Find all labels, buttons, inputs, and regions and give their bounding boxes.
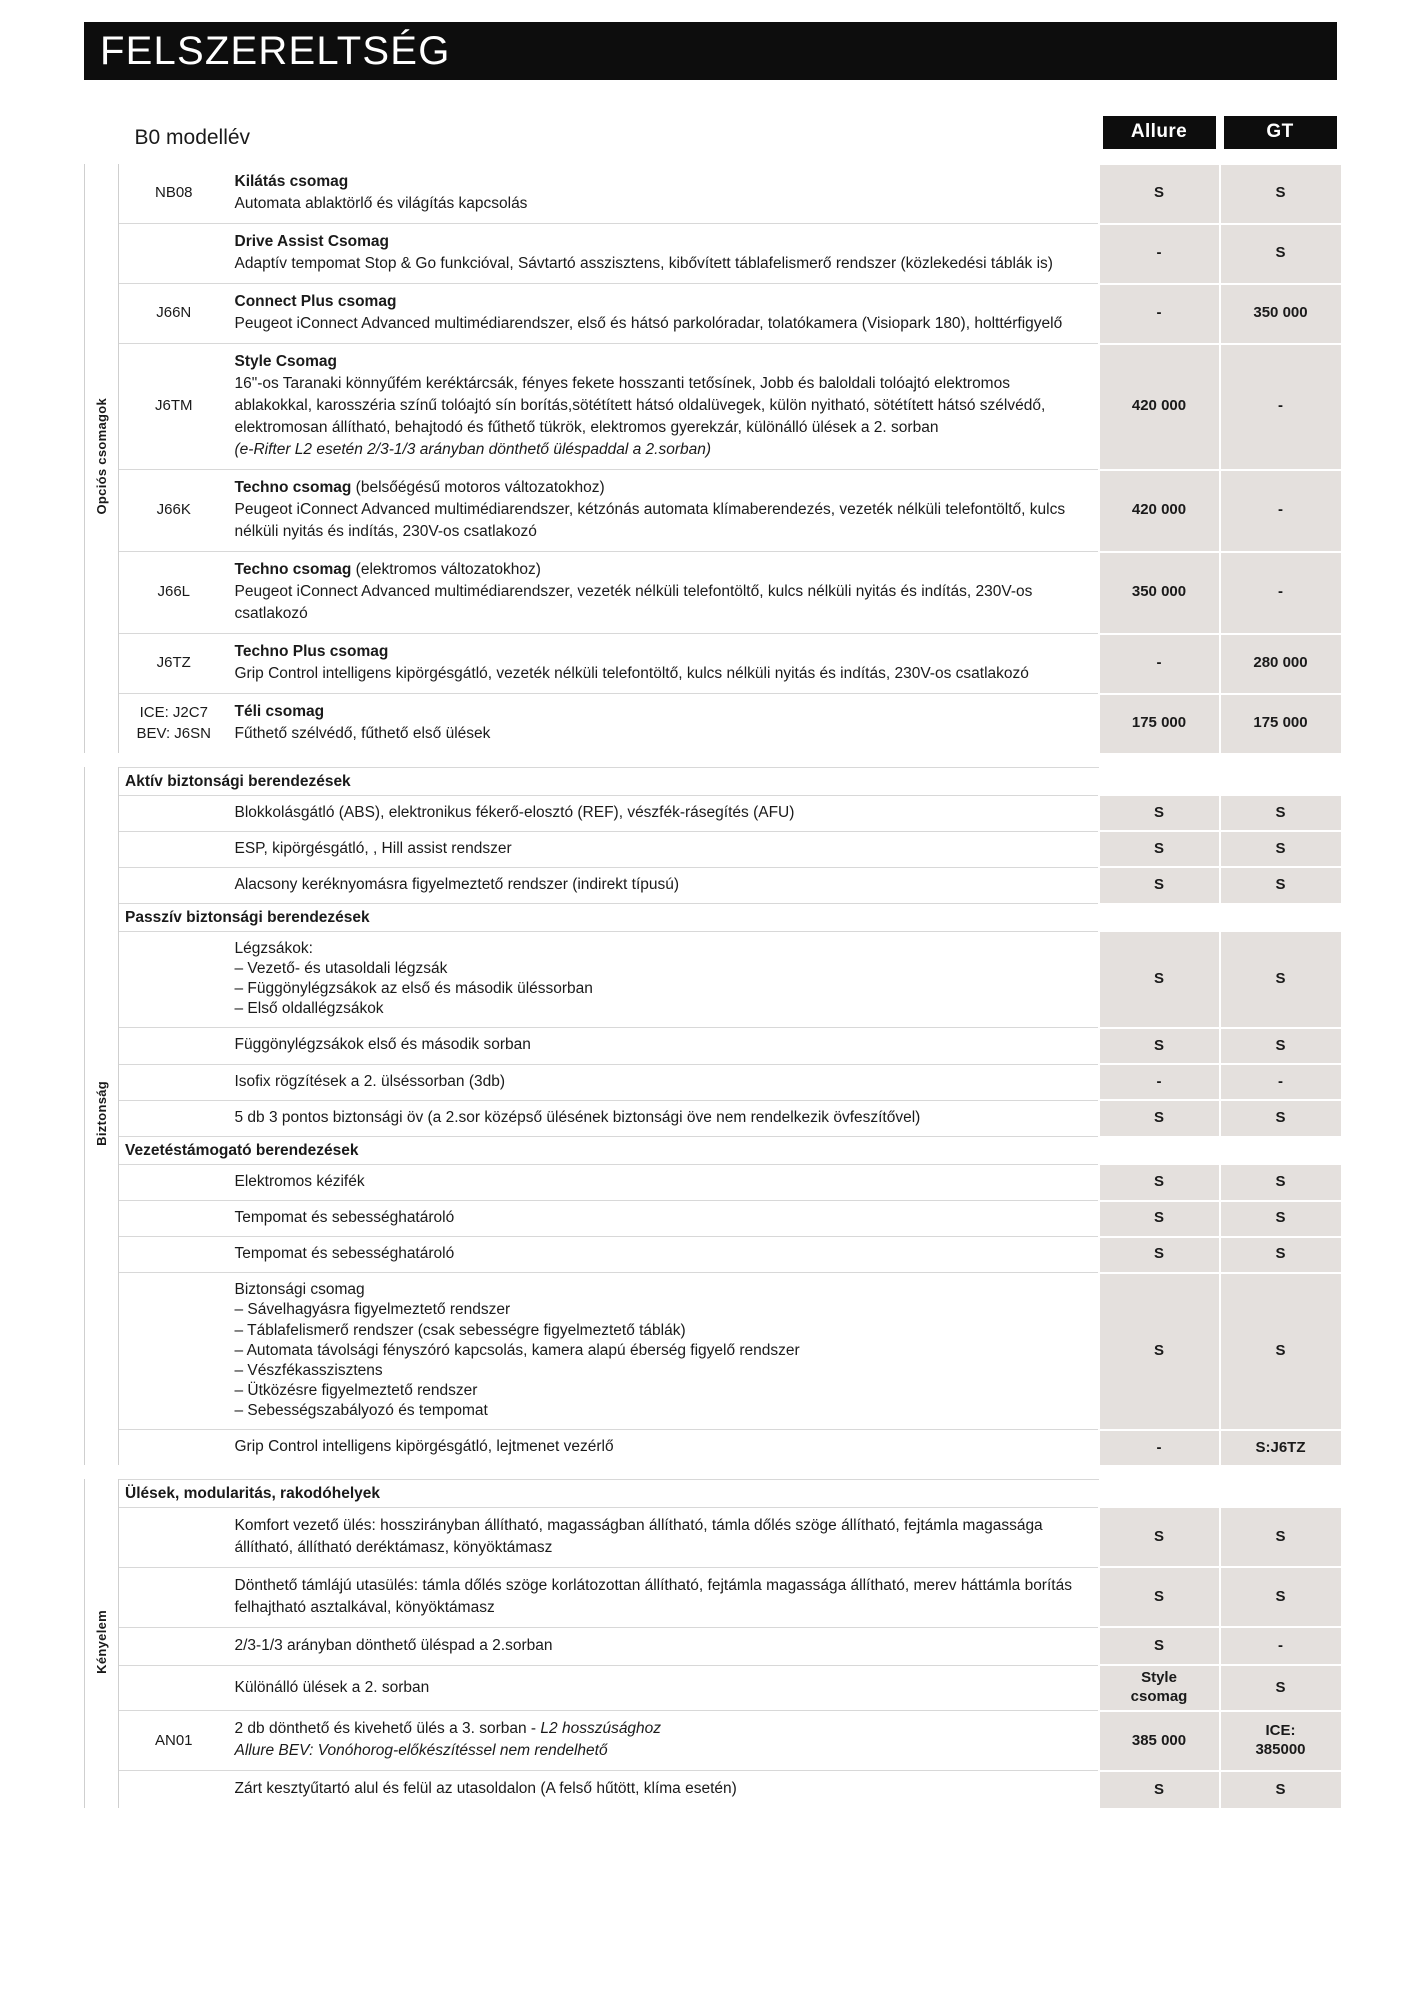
- feature-description: [229, 1237, 1099, 1273]
- option-description: [229, 634, 1099, 694]
- value-allure: S: [1099, 867, 1220, 903]
- value-allure: 420 000: [1099, 344, 1220, 470]
- option-code: J66K: [119, 470, 229, 552]
- option-detail: Peugeot iConnect Advanced multimédiarendszer, első és hátsó parkolóradar, tolatókamera (Visiopark 180), holttérfigyelő: [234, 315, 1063, 332]
- feature-code: [119, 1201, 229, 1237]
- table-row: [85, 1064, 1341, 1100]
- value-allure-line: csomag: [1130, 1688, 1188, 1706]
- table-row: [85, 1627, 1341, 1665]
- table-row: [85, 634, 1341, 694]
- table-row: [85, 1711, 1341, 1771]
- feature-description: [229, 1711, 1099, 1771]
- section-header-driver-assist: Vezetéstámogató berendezések: [119, 1136, 1099, 1164]
- table-row: [85, 1201, 1341, 1237]
- option-code: J6TZ: [119, 634, 229, 694]
- value-gt: 280 000: [1220, 634, 1341, 694]
- group-label-safety: [85, 767, 119, 1465]
- option-code: J66N: [119, 284, 229, 344]
- option-description: [229, 224, 1099, 284]
- option-title: Style Csomag: [234, 353, 338, 370]
- table-row: [85, 1771, 1341, 1809]
- value-gt: S:J6TZ: [1220, 1430, 1341, 1466]
- feature-description: [229, 831, 1099, 867]
- feature-code: AN01: [119, 1711, 229, 1771]
- spacer-cell: [85, 1465, 119, 1479]
- feature-code: [119, 1028, 229, 1064]
- table-row: [85, 470, 1341, 552]
- value-gt: S: [1220, 1100, 1341, 1136]
- option-title: Kilátás csomag: [234, 173, 349, 190]
- option-title-suffix: (elektromos változatokhoz): [351, 561, 541, 578]
- feature-text: Komfort vezető ülés: hosszirányban állítható, magasságban állítható, támla dőlés szöge állítható, fejtámla magassága állítható, állítható deréktámasz, könyöktámasz: [234, 1516, 1043, 1556]
- feature-text: Zárt kesztyűtartó alul és felül az utasoldalon (A felső hűtött, klíma esetén): [234, 1780, 737, 1798]
- feature-text-italic: L2 hosszúsághoz: [540, 1720, 662, 1738]
- feature-text: 2 db dönthető és kivehető ülés a 3. sorban -: [234, 1720, 541, 1738]
- section-heading-row: [85, 1479, 1341, 1507]
- feature-note: Allure BEV: Vonóhorog-előkészítéssel nem rendelhető: [234, 1742, 608, 1760]
- value-allure: S: [1099, 1567, 1220, 1627]
- feature-text: Dönthető támlájú utasülés: támla dőlés szöge korlátozottan állítható, fejtámla magassága állítható, merev háttámla borítás felhajtható asztalkával, könyöktámasz: [234, 1576, 1072, 1616]
- feature-sub-item: – Vészfékasszisztens: [234, 1361, 383, 1379]
- table-row: [85, 164, 1341, 224]
- feature-code: [119, 1771, 229, 1809]
- option-title: Téli csomag: [234, 703, 325, 720]
- table-row: [85, 1665, 1341, 1711]
- feature-sub-item: – Sávelhagyásra figyelmeztető rendszer: [234, 1301, 511, 1319]
- table-row: [85, 1507, 1341, 1567]
- value-gt: S: [1220, 1164, 1341, 1200]
- option-description: [229, 344, 1099, 470]
- option-detail: Fűthető szélvédő, fűthető első ülések: [234, 725, 491, 742]
- model-year-cell: [119, 110, 1099, 164]
- value-gt: S: [1220, 1028, 1341, 1064]
- feature-text: Isofix rögzítések a 2. ülséssorban (3db): [234, 1072, 506, 1090]
- feature-text: Alacsony keréknyomásra figyelmeztető rendszer (indirekt típusú): [234, 875, 680, 893]
- table-row: [85, 344, 1341, 470]
- option-detail: Automata ablaktörlő és világítás kapcsolás: [234, 195, 528, 212]
- equipment-table: [84, 110, 1341, 1808]
- option-title: Techno Plus csomag: [234, 643, 389, 660]
- option-detail: Peugeot iConnect Advanced multimédiarendszer, kétzónás automata klímaberendezés, vezeték nélküli telefontöltő, kulcs nélküli nyitás és indítás, 230V-os csatlakozó: [234, 501, 1066, 540]
- value-gt: S: [1220, 831, 1341, 867]
- value-allure: 350 000: [1099, 552, 1220, 634]
- value-gt: S: [1220, 1507, 1341, 1567]
- value-allure: S: [1099, 1201, 1220, 1237]
- value-allure: -: [1099, 1064, 1220, 1100]
- value-allure: -: [1099, 224, 1220, 284]
- feature-description: [229, 931, 1099, 1028]
- option-code-line: BEV: J6SN: [136, 724, 211, 742]
- feature-description: [229, 1273, 1099, 1430]
- feature-description: [229, 1567, 1099, 1627]
- option-title: Techno csomag: [234, 479, 352, 496]
- spacer-cell: [1099, 753, 1220, 767]
- section-heading-row: [85, 767, 1341, 795]
- feature-code: [119, 931, 229, 1028]
- option-code-line: ICE: J2C7: [139, 704, 208, 722]
- option-detail: 16"-os Taranaki könnyűfém keréktárcsák, fényes fekete hosszanti tetősínek, Jobb és baloldali tolóajtó elektromos ablakokkal, karosszéria színű tolóajtó sín borítás,sötétített hátsó oldalüvegek, külön nyitható, sötétített hátsó szélvédő, elektromosan állítható, behajtodó és fűthető tükrök, elektromos gyerekzár, különálló ülések a 2. sorban: [234, 375, 1046, 436]
- equipment-sheet: [84, 110, 1340, 1808]
- spacer-cell: [119, 753, 229, 767]
- feature-text: ESP, kipörgésgátló, , Hill assist rendszer: [234, 839, 512, 857]
- feature-text: 5 db 3 pontos biztonsági öv (a 2.sor középső ülésének biztonsági öve nem rendelkezik övfeszítővel): [234, 1108, 921, 1126]
- value-allure: S: [1099, 1028, 1220, 1064]
- value-gt: -: [1220, 470, 1341, 552]
- section-header-active-safety: Aktív biztonsági berendezések: [119, 767, 1099, 795]
- feature-code: [119, 1665, 229, 1711]
- option-title-suffix: (belsőégésű motoros változatokhoz): [351, 479, 605, 496]
- value-gt: S: [1220, 164, 1341, 224]
- value-allure: S: [1099, 1100, 1220, 1136]
- table-row: [85, 1273, 1341, 1430]
- section-spacer: [85, 753, 1341, 767]
- value-gt: S: [1220, 1237, 1341, 1273]
- column-header-allure: Allure: [1103, 116, 1216, 149]
- feature-description: [229, 1201, 1099, 1237]
- table-row: [85, 867, 1341, 903]
- value-gt: S: [1220, 867, 1341, 903]
- table-row: [85, 1100, 1341, 1136]
- value-gt: S: [1220, 1771, 1341, 1809]
- feature-text: 2/3-1/3 arányban dönthető üléspad a 2.sorban: [234, 1636, 553, 1654]
- value-gt-blank: [1220, 1136, 1341, 1164]
- option-code: [119, 694, 229, 754]
- feature-description: [229, 1100, 1099, 1136]
- value-gt: S: [1220, 1665, 1341, 1711]
- feature-code: [119, 1627, 229, 1665]
- option-title: Connect Plus csomag: [234, 293, 397, 310]
- option-code: [119, 224, 229, 284]
- feature-text: Elektromos kézifék: [234, 1172, 365, 1190]
- feature-code: [119, 1164, 229, 1200]
- value-allure: S: [1099, 795, 1220, 831]
- value-gt-line: 385000: [1255, 1740, 1306, 1758]
- section-header-passive-safety: Passzív biztonsági berendezések: [119, 903, 1099, 931]
- feature-code: [119, 1567, 229, 1627]
- table-row: [85, 1028, 1341, 1064]
- option-code: NB08: [119, 164, 229, 224]
- group-label-comfort: [85, 1479, 119, 1808]
- option-description: [229, 470, 1099, 552]
- section-heading-row: [85, 903, 1341, 931]
- value-allure-blank: [1099, 1479, 1220, 1507]
- table-row: [85, 1164, 1341, 1200]
- feature-sub-item: – Ütközésre figyelmeztető rendszer: [234, 1382, 478, 1400]
- table-row: [85, 1430, 1341, 1466]
- value-allure: S: [1099, 931, 1220, 1028]
- value-allure-line: Style: [1141, 1669, 1177, 1687]
- spacer-cell: [1099, 1465, 1220, 1479]
- feature-code: [119, 1100, 229, 1136]
- feature-text: Légzsákok:: [234, 939, 313, 957]
- feature-sub-item: – Automata távolsági fényszóró kapcsolás, kamera alapú éberség figyelő rendszer: [234, 1341, 800, 1359]
- page-title-banner: [84, 22, 1337, 80]
- value-gt: S: [1220, 224, 1341, 284]
- value-allure: S: [1099, 1627, 1220, 1665]
- gt-header-cell: [1220, 110, 1341, 164]
- group-label-comfort-text: Kényelem: [94, 1609, 109, 1674]
- value-gt: S: [1220, 931, 1341, 1028]
- feature-description: [229, 1430, 1099, 1466]
- feature-code: [119, 831, 229, 867]
- table-row: [85, 831, 1341, 867]
- value-gt: S: [1220, 1201, 1341, 1237]
- feature-sub-item: – Első oldallégzsákok: [234, 1000, 384, 1018]
- value-allure: S: [1099, 831, 1220, 867]
- feature-text: Függönylégzsákok első és második sorban: [234, 1036, 531, 1054]
- feature-code: [119, 1430, 229, 1466]
- option-description: [229, 284, 1099, 344]
- table-row: [85, 931, 1341, 1028]
- spacer-cell: [229, 1465, 1099, 1479]
- feature-sub-item: – Táblafelismerő rendszer (csak sebességre figyelmeztető táblák): [234, 1321, 686, 1339]
- spacer-cell: [1220, 753, 1341, 767]
- table-row: [85, 795, 1341, 831]
- value-gt: S: [1220, 795, 1341, 831]
- spacer-cell: [85, 753, 119, 767]
- value-allure: -: [1099, 284, 1220, 344]
- feature-description: [229, 1028, 1099, 1064]
- value-allure: 175 000: [1099, 694, 1220, 754]
- spacer-cell: [119, 1465, 229, 1479]
- table-header-row: [85, 110, 1341, 164]
- value-allure: [1099, 1665, 1220, 1711]
- value-allure: 385 000: [1099, 1711, 1220, 1771]
- section-spacer: [85, 1465, 1341, 1479]
- value-gt: -: [1220, 552, 1341, 634]
- value-allure-blank: [1099, 903, 1220, 931]
- feature-description: [229, 1665, 1099, 1711]
- option-code: J6TM: [119, 344, 229, 470]
- value-allure: S: [1099, 1164, 1220, 1200]
- feature-text: Blokkolásgátló (ABS), elektronikus fékerő-elosztó (REF), vészfék-rásegítés (AFU): [234, 803, 795, 821]
- value-gt-blank: [1220, 903, 1341, 931]
- value-allure: -: [1099, 634, 1220, 694]
- feature-sub-item: – Sebességszabályozó és tempomat: [234, 1402, 488, 1420]
- value-gt-blank: [1220, 767, 1341, 795]
- group-label-options-text: Opciós csomagok: [94, 397, 109, 515]
- feature-description: [229, 1771, 1099, 1809]
- feature-code: [119, 1064, 229, 1100]
- option-code: J66L: [119, 552, 229, 634]
- feature-description: [229, 1064, 1099, 1100]
- value-gt: -: [1220, 344, 1341, 470]
- feature-code: [119, 867, 229, 903]
- value-allure: 420 000: [1099, 470, 1220, 552]
- feature-text: Grip Control intelligens kipörgésgátló, lejtmenet vezérlő: [234, 1438, 614, 1456]
- option-note: (e-Rifter L2 esetén 2/3-1/3 arányban dönthető üléspaddal a 2.sorban): [234, 441, 712, 458]
- option-description: [229, 694, 1099, 754]
- feature-description: [229, 1507, 1099, 1567]
- value-allure: -: [1099, 1430, 1220, 1466]
- value-gt-line: ICE:: [1265, 1722, 1296, 1740]
- table-row: [85, 224, 1341, 284]
- option-description: [229, 164, 1099, 224]
- option-description: [229, 552, 1099, 634]
- feature-text: Tempomat és sebességhatároló: [234, 1209, 455, 1227]
- model-year-label: B0 modellév: [134, 126, 251, 149]
- value-gt: 175 000: [1220, 694, 1341, 754]
- value-allure: S: [1099, 1771, 1220, 1809]
- table-row: [85, 552, 1341, 634]
- feature-text: Biztonsági csomag: [234, 1281, 365, 1299]
- feature-code: [119, 1507, 229, 1567]
- spacer-cell: [229, 753, 1099, 767]
- value-gt-blank: [1220, 1479, 1341, 1507]
- feature-text: Tempomat és sebességhatároló: [234, 1245, 455, 1263]
- value-gt: -: [1220, 1627, 1341, 1665]
- rail-spacer: [85, 110, 119, 164]
- section-header-seats: Ülések, modularitás, rakodóhelyek: [119, 1479, 1099, 1507]
- feature-code: [119, 1237, 229, 1273]
- option-detail: Grip Control intelligens kipörgésgátló, vezeték nélküli telefontöltő, kulcs nélküli nyitás és indítás, 230V-os csatlakozó: [234, 665, 1029, 682]
- feature-description: [229, 1164, 1099, 1200]
- allure-header-cell: [1099, 110, 1220, 164]
- value-allure: S: [1099, 164, 1220, 224]
- section-heading-row: [85, 1136, 1341, 1164]
- table-row: [85, 1237, 1341, 1273]
- value-allure: S: [1099, 1273, 1220, 1430]
- feature-description: [229, 795, 1099, 831]
- value-allure: S: [1099, 1507, 1220, 1567]
- group-label-options: [85, 164, 119, 753]
- option-title: Drive Assist Csomag: [234, 233, 389, 250]
- equipment-table-body: [85, 110, 1341, 1808]
- value-allure-blank: [1099, 1136, 1220, 1164]
- table-row: [85, 694, 1341, 754]
- spacer-cell: [1220, 1465, 1341, 1479]
- option-detail: Adaptív tempomat Stop & Go funkcióval, Sávtartó asszisztens, kibővített táblafelismerő rendszer (közlekedési táblák is): [234, 255, 1053, 272]
- table-row: [85, 1567, 1341, 1627]
- value-gt: 350 000: [1220, 284, 1341, 344]
- table-row: [85, 284, 1341, 344]
- feature-code: [119, 1273, 229, 1430]
- feature-sub-item: – Vezető- és utasoldali légzsák: [234, 960, 448, 978]
- value-allure: S: [1099, 1237, 1220, 1273]
- value-gt: S: [1220, 1567, 1341, 1627]
- page-title: FELSZERELTSÉG: [100, 29, 451, 73]
- value-gt: -: [1220, 1064, 1341, 1100]
- feature-text: Különálló ülések a 2. sorban: [234, 1678, 430, 1696]
- feature-sub-item: – Függönylégzsákok az első és második üléssorban: [234, 980, 593, 998]
- value-gt: [1220, 1711, 1341, 1771]
- column-header-gt: GT: [1224, 116, 1337, 149]
- group-label-safety-text: Biztonság: [94, 1081, 109, 1147]
- value-allure-blank: [1099, 767, 1220, 795]
- feature-description: [229, 1627, 1099, 1665]
- value-gt: S: [1220, 1273, 1341, 1430]
- feature-description: [229, 867, 1099, 903]
- feature-code: [119, 795, 229, 831]
- option-detail: Peugeot iConnect Advanced multimédiarendszer, vezeték nélküli telefontöltő, kulcs nélküli nyitás és indítás, 230V-os csatlakozó: [234, 583, 1033, 622]
- option-title: Techno csomag: [234, 561, 352, 578]
